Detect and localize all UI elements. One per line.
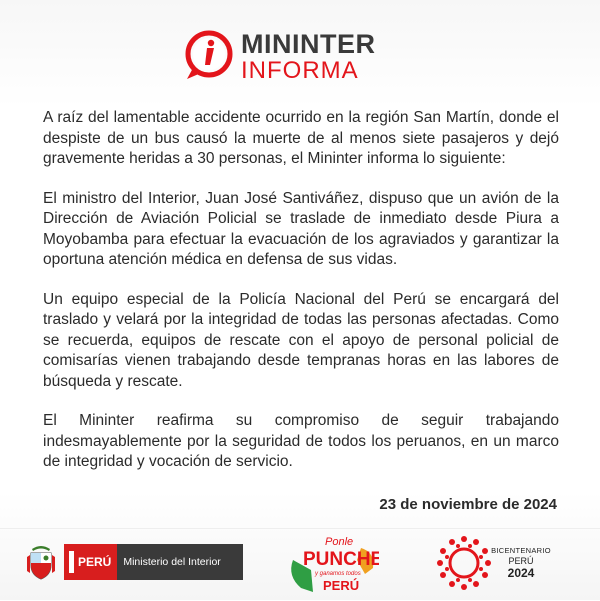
brand-title: MININTER (241, 29, 376, 59)
bicentenario-line-1: BICENTENARIO (491, 546, 551, 555)
bicentenario-line-2: PERÚ (508, 555, 534, 566)
ministry-banner (64, 544, 243, 580)
gov-logo (26, 543, 243, 581)
paragraph-1: A raíz del lamentable accidente ocurrido en la región San Martín, donde el despiste de un bus causó la muerte de al menos siete pasajeros y dejó gravemente heridas a 30 personas, el Mininter informa lo siguiente: (43, 109, 559, 167)
bicentenario-sunburst-icon (436, 535, 492, 591)
peru-flag-box (64, 544, 117, 580)
punche-word-3: y ganamos todos (315, 571, 361, 577)
bicentenario-text (490, 547, 552, 579)
paragraph-4: El Mininter reafirma su compromiso de seguir trabajando indesmayablemente por la seguridad de todos los peruanos, en un marco de integridad y vocación de servicio. (43, 412, 559, 470)
flag-stripe (69, 551, 74, 573)
bicentenario-line-3: 2024 (507, 565, 535, 580)
ministry-label: Ministerio del Interior (117, 544, 242, 580)
info-speech-bubble-icon (183, 30, 235, 82)
bicentenario-logo (436, 535, 556, 591)
brand-wordmark (241, 29, 376, 83)
statement-date: 23 de noviembre de 2024 (379, 496, 557, 513)
statement-body (43, 108, 559, 492)
brand-subtitle: INFORMA (241, 57, 359, 84)
ponle-punche-peru-logo (283, 530, 379, 596)
paragraph-2: El ministro del Interior, Juan José Santiváñez, dispuso que un avión de la Dirección de Aviación Policial se traslade de inmediato desde Piura a Moyobamba para efectuar la evacuación de los agraviados y garantizar la oportuna atención médica en defensa de sus vidas. (43, 189, 559, 268)
mininter-informa-header (183, 30, 423, 82)
peru-coat-of-arms-icon (26, 543, 56, 581)
footer-divider (0, 528, 600, 529)
punche-word-1: Ponle (325, 536, 354, 548)
country-label: PERÚ (78, 555, 112, 569)
punche-word-4: PERÚ (323, 578, 360, 593)
punche-word-2: PUNCHE (303, 549, 379, 570)
paragraph-3: Un equipo especial de la Policía Nacional del Perú se encargará del traslado y velará por la integridad de todas las personas afectadas. Como se recuerda, equipos de rescate con el apoyo de personal policial de comisarías vienen trabajando desde tempranas horas en las labores de búsqueda y rescate. (43, 290, 559, 390)
